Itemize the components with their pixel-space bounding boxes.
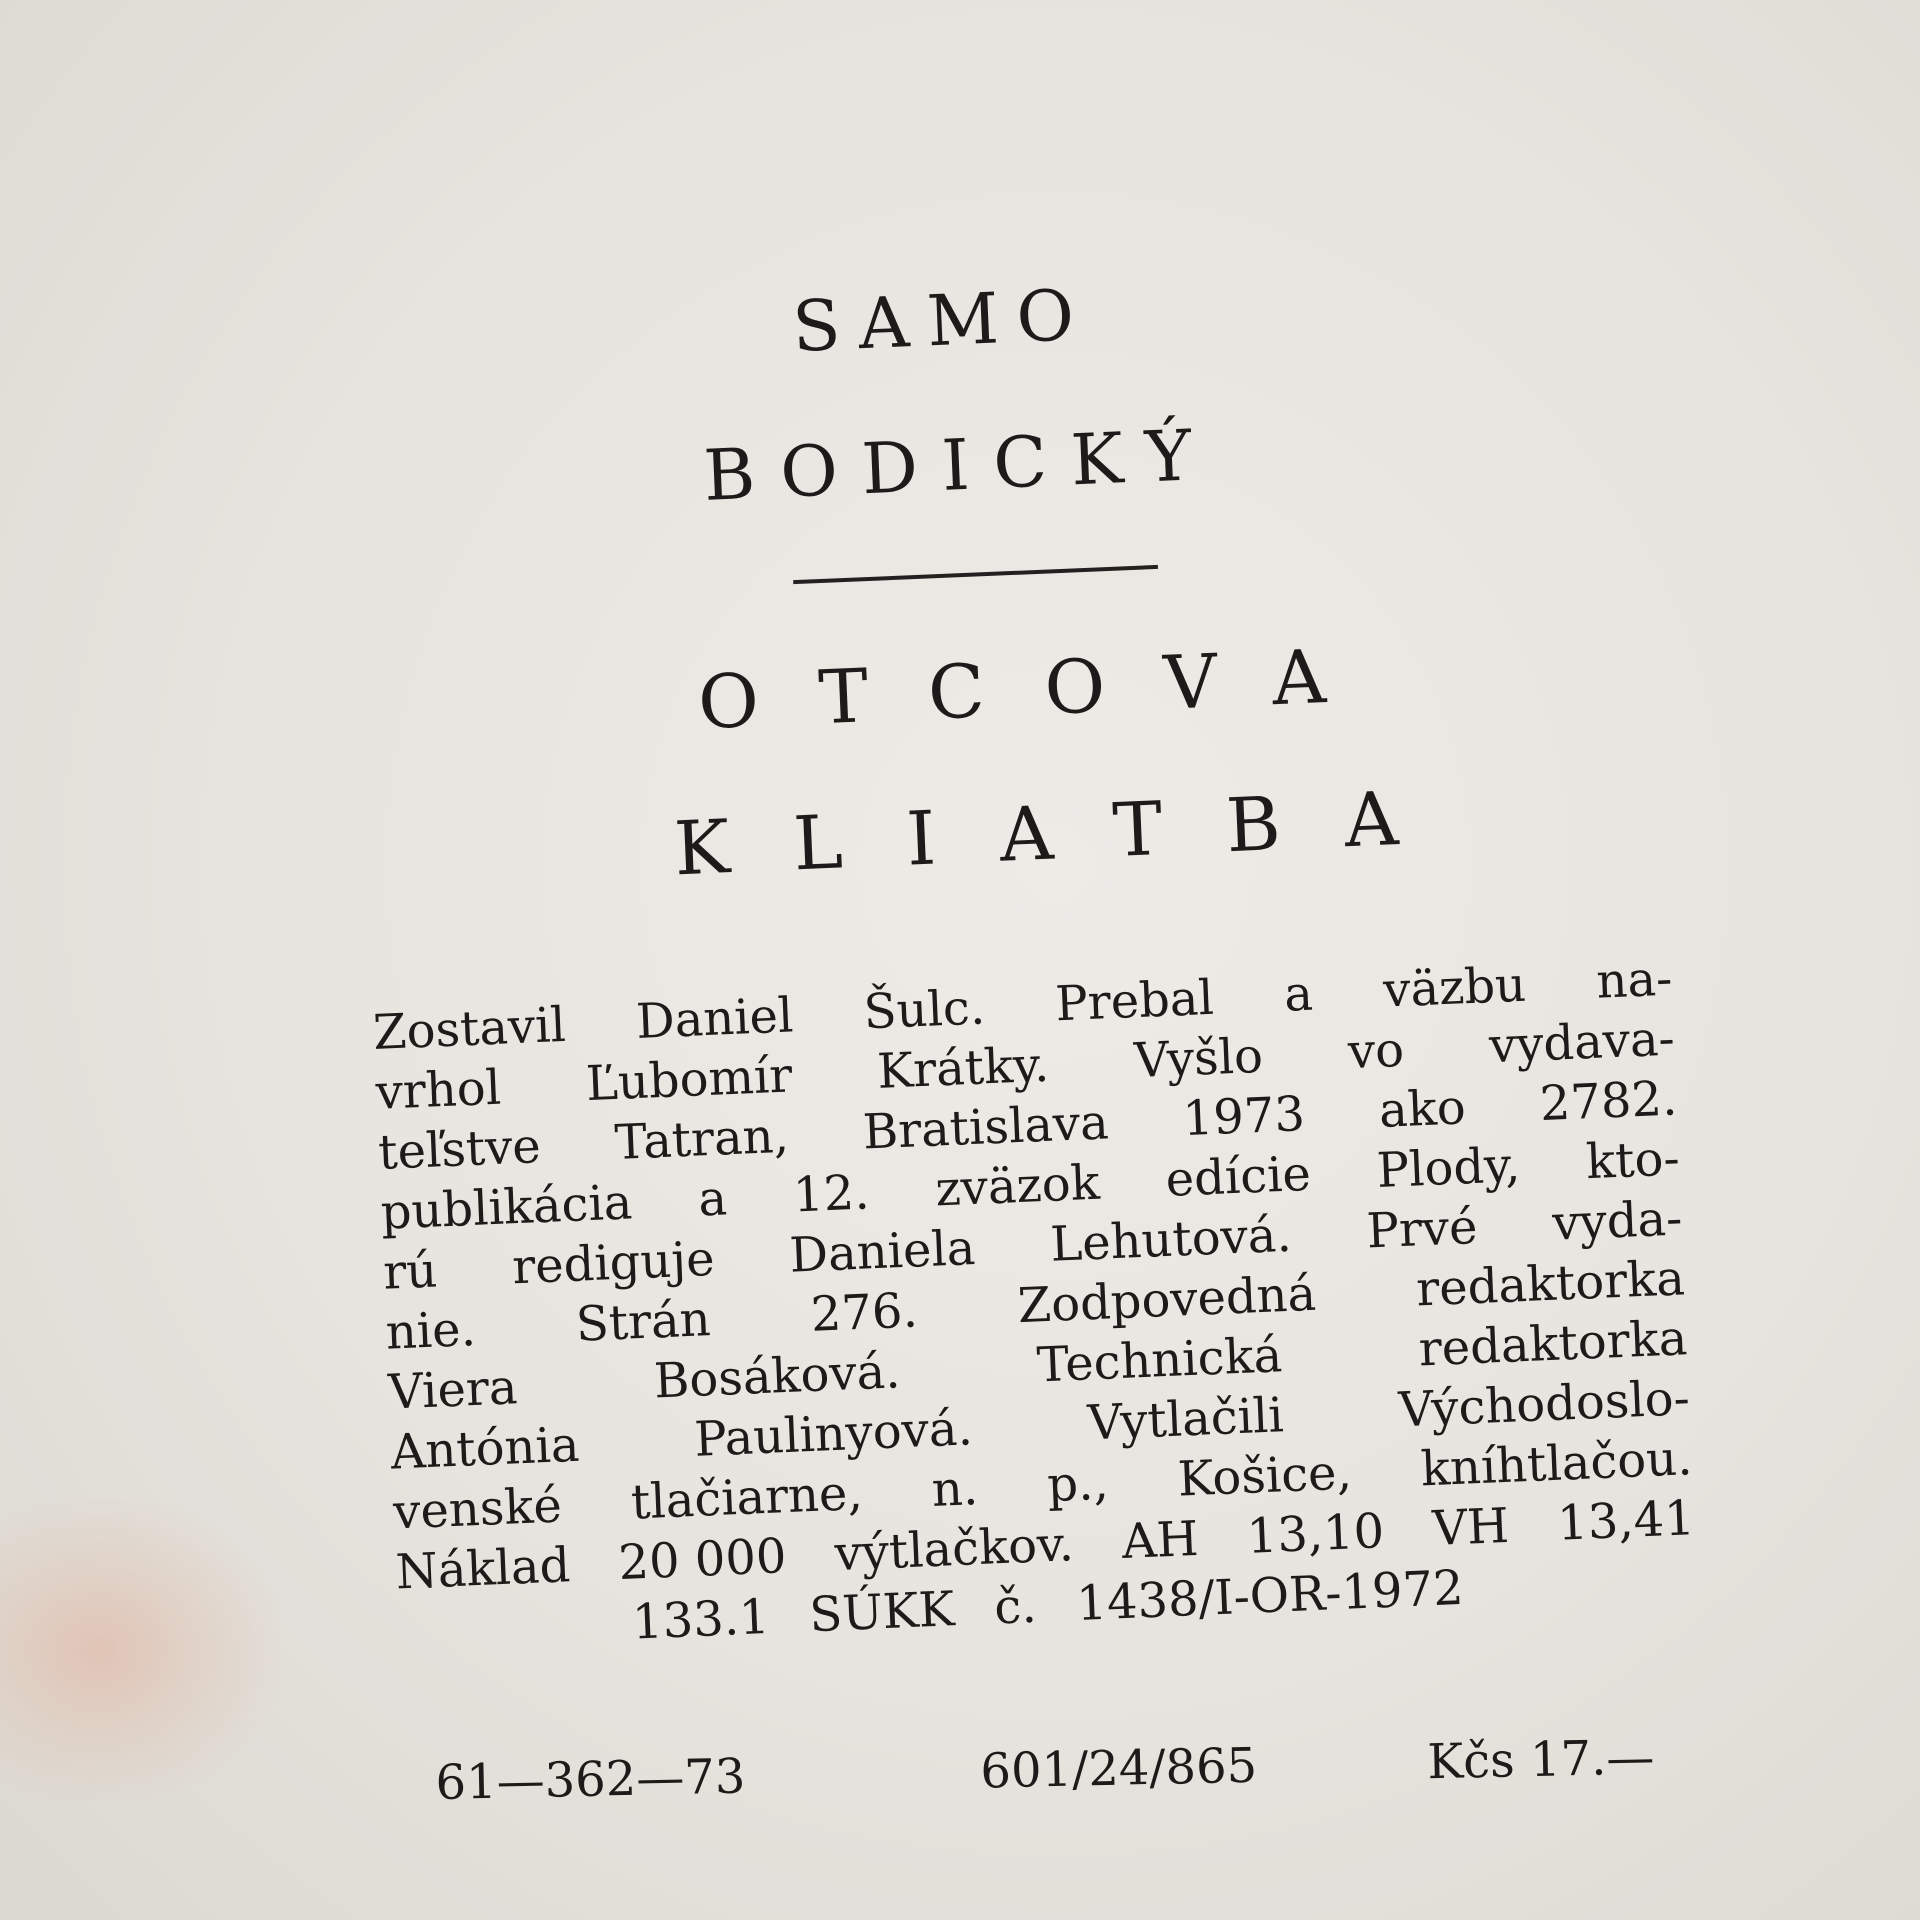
colophon-word: a — [697, 1170, 729, 1228]
colophon-word: vyda- — [1551, 1190, 1684, 1252]
footer-codes — [435, 1728, 1735, 1811]
colophon-word: a — [1283, 965, 1314, 1023]
colophon-word: Technická — [1035, 1327, 1284, 1394]
title-divider — [793, 565, 1158, 584]
colophon-word: nie. — [384, 1300, 477, 1361]
colophon-word: redaktorka — [1415, 1250, 1686, 1318]
colophon-word: 13,41 — [1556, 1490, 1696, 1552]
colophon-word: kníhtlačou. — [1419, 1430, 1694, 1498]
colophon-word: vo — [1346, 1021, 1406, 1081]
colophon-word: Ľubomír — [584, 1047, 794, 1113]
colophon-word: Antónia — [389, 1416, 581, 1481]
colophon-word: vydava- — [1488, 1010, 1676, 1075]
colophon-word: Zostavil — [372, 996, 567, 1061]
colophon-word: 12. — [791, 1164, 871, 1224]
colophon-word: ako — [1377, 1079, 1467, 1139]
colophon-word: 276. — [809, 1282, 919, 1343]
colophon-word: VH — [1431, 1497, 1511, 1558]
colophon-word: 133.1 — [631, 1588, 771, 1651]
colophon-word: výtlačkov. — [833, 1516, 1075, 1583]
colophon-word: 20 000 — [617, 1528, 788, 1592]
colophon-word: 1973 — [1181, 1086, 1306, 1148]
colophon-word: Tatran, — [613, 1107, 790, 1171]
colophon-word: na- — [1595, 950, 1674, 1010]
book-title-line-1: OTCOVA — [696, 631, 1388, 747]
colophon-word: SÚKK — [808, 1581, 956, 1644]
colophon-word: Lehutová. — [1049, 1206, 1293, 1273]
price: Kčs 17.— — [1426, 1729, 1655, 1791]
colophon-word: p., — [1046, 1454, 1110, 1514]
colophon-word: Vytlačili — [1086, 1387, 1285, 1452]
colophon-word: Viera — [387, 1359, 519, 1421]
colophon-word: rú — [382, 1242, 439, 1301]
colophon-word: Zodpovedná — [1016, 1265, 1318, 1335]
colophon-word: Paulinyová. — [693, 1400, 974, 1468]
author-first-name: SAMO — [790, 273, 1094, 368]
colophon-word: n. — [930, 1460, 980, 1518]
colophon-word: Východoslo- — [1397, 1370, 1691, 1439]
colophon-word: Košice, — [1176, 1444, 1353, 1508]
colophon-word: č. — [993, 1577, 1038, 1636]
publication-code: 61—362—73 — [435, 1748, 746, 1811]
title-block — [600, 237, 1464, 893]
colophon-word: tlačiarne, — [629, 1464, 864, 1531]
colophon-word: Šulc. — [862, 979, 987, 1041]
colophon-word: Prebal — [1054, 969, 1215, 1033]
colophon-word: zväzok — [934, 1154, 1101, 1218]
colophon-word: Plody, — [1375, 1137, 1522, 1200]
colophon-word: 2782. — [1538, 1070, 1679, 1133]
colophon-word: AH — [1120, 1510, 1200, 1571]
colophon-word: Bratislava — [861, 1094, 1110, 1161]
colophon-word: 13,10 — [1245, 1503, 1386, 1565]
colophon-word: Krátky. — [876, 1036, 1051, 1100]
paper-stain — [0, 1500, 280, 1800]
colophon-word: venské — [392, 1477, 563, 1541]
colophon-word: Strán — [574, 1291, 712, 1353]
colophon-word: 1438/I-OR-1972 — [1075, 1559, 1465, 1633]
colophon-word: Náklad — [394, 1537, 572, 1601]
author-last-name: BODICKÝ — [701, 413, 1218, 517]
colophon-word: vrhol — [374, 1059, 503, 1121]
colophon-word: Daniel — [635, 987, 795, 1050]
colophon-word: publikácia — [379, 1174, 634, 1241]
colophon-word: Vyšlo — [1133, 1027, 1264, 1090]
colophon-word: edície — [1164, 1145, 1312, 1208]
colophon-word: Daniela — [788, 1219, 977, 1284]
book-title-line-2: KLIATBA — [672, 773, 1464, 893]
colophon-word: rediguje — [511, 1230, 716, 1296]
colophon-word: Bosáková. — [652, 1343, 902, 1410]
colophon-word: kto- — [1584, 1130, 1681, 1191]
colophon-word: väzbu — [1382, 956, 1528, 1019]
colophon-word: teľstve — [377, 1118, 542, 1181]
colophon-text — [372, 947, 1728, 1662]
colophon-word: Prvé — [1365, 1198, 1479, 1260]
colophon-word: redaktorka — [1417, 1310, 1689, 1378]
catalog-code: 601/24/865 — [979, 1737, 1258, 1800]
